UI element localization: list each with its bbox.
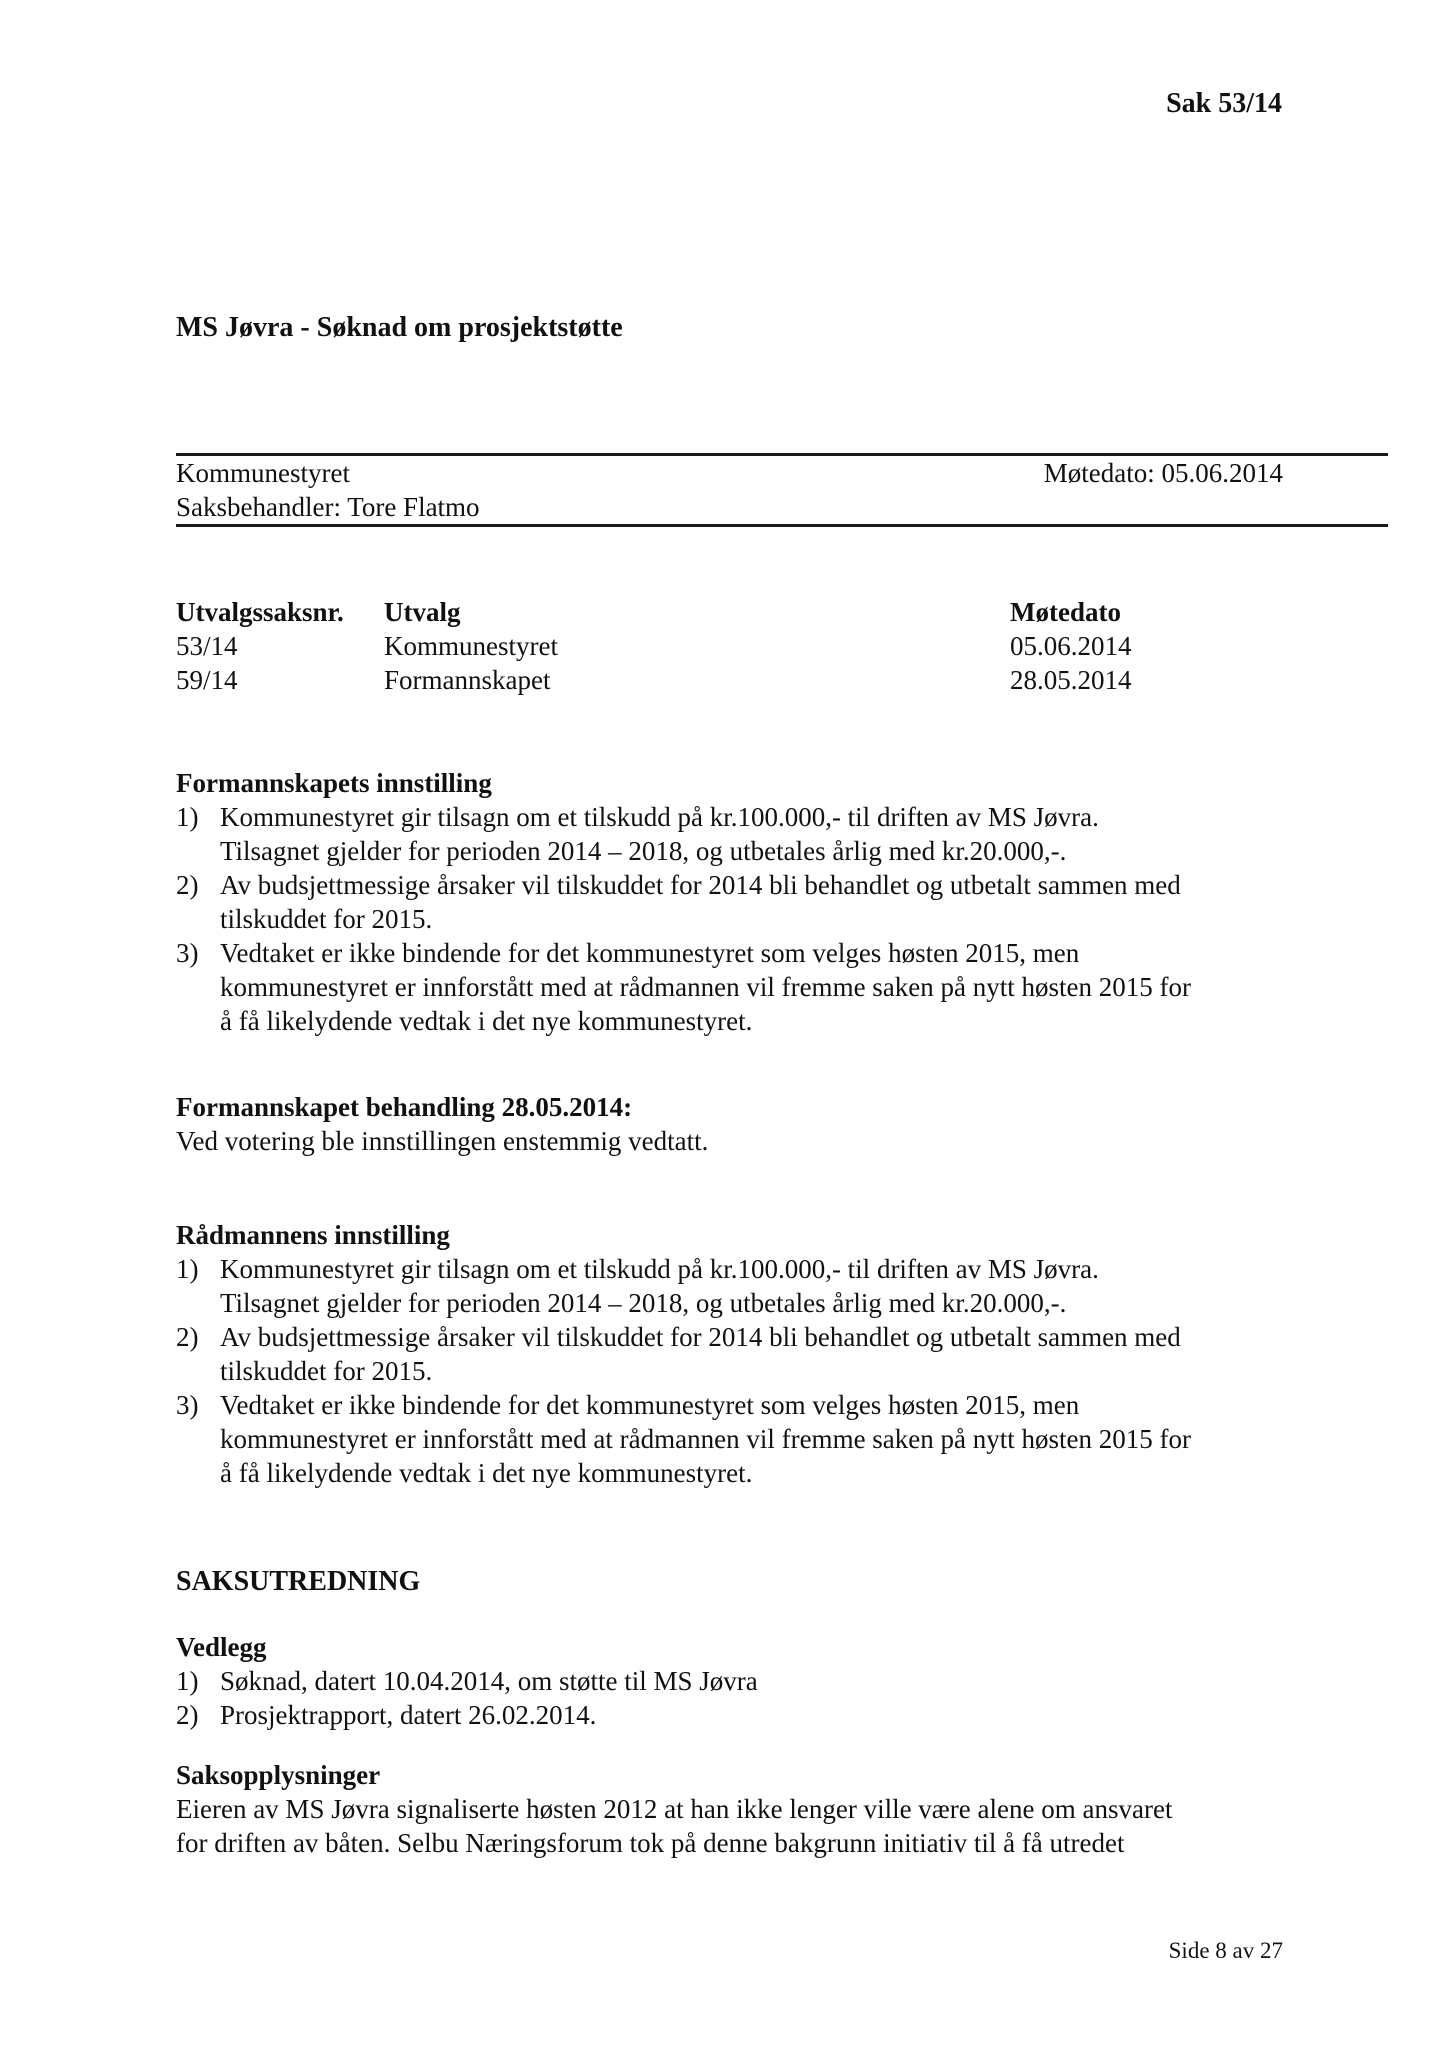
list-number: 1)	[176, 1666, 199, 1696]
meta-organ: Kommunestyret	[176, 458, 350, 488]
table-row	[176, 663, 1276, 697]
list-line: Kommunestyret gir tilsagn om et tilskudd på kr.100.000,- til driften av MS Jøvra.	[220, 1254, 1099, 1284]
list-line: Av budsjettmessige årsaker vil tilskuddet for 2014 bli behandlet og utbetalt sammen med	[220, 1322, 1181, 1352]
radmann-recommendation	[176, 1218, 1316, 1490]
list-line: Av budsjettmessige årsaker vil tilskuddet for 2014 bli behandlet og utbetalt sammen med	[220, 870, 1181, 900]
cell-meeting-date: 05.06.2014	[1010, 631, 1132, 661]
cell-committee: Formannskapet	[384, 665, 551, 695]
cell-meeting-date: 28.05.2014	[1010, 665, 1132, 695]
list-item	[176, 800, 1316, 868]
section-heading: Formannskapets innstilling	[176, 768, 492, 798]
attachment-text: Prosjektrapport, datert 26.02.2014.	[220, 1700, 597, 1730]
list-number: 3)	[176, 938, 199, 968]
list-item	[176, 868, 1316, 936]
page-number: Side 8 av 27	[1168, 1938, 1283, 1963]
section-heading: Vedlegg	[176, 1632, 267, 1662]
list-line: Vedtaket er ikke bindende for det kommunestyret som velges høsten 2015, men	[220, 938, 1080, 968]
list-item	[176, 936, 1316, 1038]
list-item	[176, 1698, 1316, 1732]
case-table-header	[176, 595, 1276, 629]
list-line: tilskuddet for 2015.	[220, 904, 433, 934]
header-meeting-date: Møtedato	[1010, 597, 1121, 627]
list-item	[176, 1320, 1316, 1388]
list-item	[176, 1664, 1316, 1698]
header-committee: Utvalg	[384, 597, 461, 627]
meta-bottom-rule	[176, 524, 1388, 527]
list-line: å få likelydende vedtak i det nye kommunestyret.	[220, 1006, 753, 1036]
case-reference: Sak 53/14	[1166, 88, 1282, 119]
cell-committee: Kommunestyret	[384, 631, 558, 661]
meta-meeting-date: Møtedato: 05.06.2014	[1043, 458, 1283, 488]
list-number: 2)	[176, 1322, 199, 1352]
meta-case-handler: Saksbehandler: Tore Flatmo	[176, 492, 480, 522]
header-case-number: Utvalgssaksnr.	[176, 597, 344, 627]
list-line: Tilsagnet gjelder for perioden 2014 – 2018, og utbetales årlig med kr.20.000,-.	[220, 836, 1067, 866]
list-number: 3)	[176, 1390, 199, 1420]
list-line: kommunestyret er innforstått med at rådmannen vil fremme saken på nytt høsten 2015 for	[220, 1424, 1191, 1454]
section-heading: Formannskapet behandling 28.05.2014:	[176, 1092, 633, 1122]
list-line: tilskuddet for 2015.	[220, 1356, 433, 1386]
formannskap-proceedings	[176, 1090, 1316, 1158]
list-line: kommunestyret er innforstått med at rådmannen vil fremme saken på nytt høsten 2015 for	[220, 972, 1191, 1002]
attachments	[176, 1630, 1316, 1732]
list-line: Kommunestyret gir tilsagn om et tilskudd på kr.100.000,- til driften av MS Jøvra.	[220, 802, 1099, 832]
section-heading: Saksopplysninger	[176, 1760, 381, 1790]
proceedings-text: Ved votering ble innstillingen enstemmig vedtatt.	[176, 1126, 709, 1156]
document-title: MS Jøvra - Søknad om prosjektstøtte	[176, 312, 623, 343]
list-line: Vedtaket er ikke bindende for det kommunestyret som velges høsten 2015, men	[220, 1390, 1080, 1420]
cell-case-number: 59/14	[176, 665, 238, 695]
list-line: Tilsagnet gjelder for perioden 2014 – 2018, og utbetales årlig med kr.20.000,-.	[220, 1288, 1067, 1318]
section-heading: Rådmannens innstilling	[176, 1220, 450, 1250]
list-line: å få likelydende vedtak i det nye kommunestyret.	[220, 1458, 753, 1488]
case-investigation-heading: SAKSUTREDNING	[176, 1566, 421, 1597]
list-item	[176, 1252, 1316, 1320]
attachment-text: Søknad, datert 10.04.2014, om støtte til MS Jøvra	[220, 1666, 758, 1696]
paragraph-line: for driften av båten. Selbu Næringsforum tok på denne bakgrunn initiativ til å få utredet	[176, 1828, 1125, 1858]
case-information	[176, 1758, 1316, 1860]
formannskap-recommendation	[176, 766, 1316, 1038]
paragraph-line: Eieren av MS Jøvra signaliserte høsten 2012 at han ikke lenger ville være alene om ansvaret	[176, 1794, 1173, 1824]
list-number: 2)	[176, 1700, 199, 1730]
list-number: 1)	[176, 802, 199, 832]
list-item	[176, 1388, 1316, 1490]
list-number: 2)	[176, 870, 199, 900]
table-row	[176, 629, 1276, 663]
list-number: 1)	[176, 1254, 199, 1284]
cell-case-number: 53/14	[176, 631, 238, 661]
